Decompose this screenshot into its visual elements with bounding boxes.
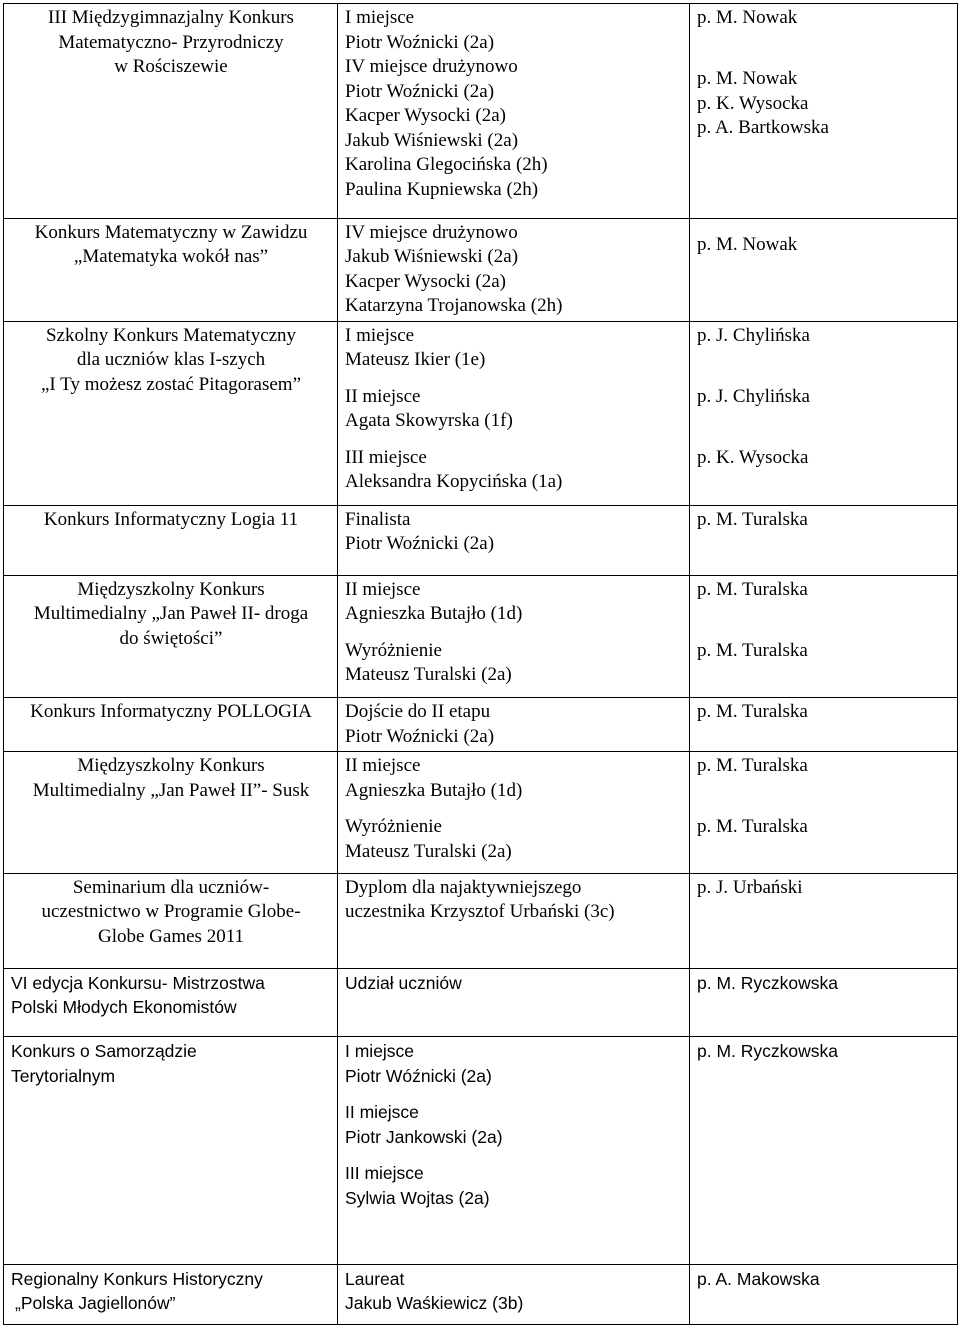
competition-line: Terytorialnym: [11, 1065, 116, 1086]
competition-line: Polski Młodych Ekonomistów: [11, 997, 237, 1018]
results-cell: [338, 1037, 690, 1265]
result-line: Jakub Wiśniewski (2a): [345, 129, 519, 151]
table-row: [4, 505, 958, 575]
results-cell: [338, 968, 690, 1036]
teacher-cell: [690, 698, 958, 752]
teacher-line: p. M. Nowak: [697, 68, 798, 89]
result-line: Dojście do II etapu: [345, 701, 491, 723]
result-line: II miejsce: [345, 755, 421, 777]
result-line: Wyróżnienie: [345, 816, 442, 838]
result-line: IV miejsce drużynowo: [345, 56, 518, 77]
result-line: Karolina Glegocińska (2h): [345, 154, 548, 175]
teacher-line: p. A. Bartkowska: [697, 117, 829, 138]
competition-line: Multimedialny „Jan Paweł II- droga: [33, 603, 309, 625]
competition-cell: [4, 218, 338, 321]
teacher-line: p. J. Chylińska: [697, 385, 810, 407]
competition-line: Międzyszkolny Konkurs: [77, 578, 265, 600]
competition-line: „I Ty możesz zostać Pitagorasem”: [41, 373, 301, 395]
teacher-line: p. J. Urbański: [697, 876, 803, 898]
result-line: Finalista: [345, 508, 411, 530]
teacher-line: p. M. Ryczkowska: [697, 972, 838, 993]
teacher-cell: [690, 752, 958, 873]
table-row: [4, 1264, 958, 1324]
competition-line: uczestnictwo w Programie Globe-: [41, 901, 301, 923]
teacher-cell: [690, 505, 958, 575]
competition-line: III Międzygimnazjalny Konkurs: [48, 7, 294, 28]
result-line: II miejsce: [345, 578, 421, 600]
result-line: Piotr Wóźnicki (2a): [345, 1065, 492, 1086]
competition-line: VI edycja Konkursu- Mistrzostwa: [11, 972, 265, 993]
result-line: Wyróżnienie: [345, 639, 442, 661]
teacher-cell: [690, 218, 958, 321]
results-cell: [338, 698, 690, 752]
result-line: Kacper Wysocki (2a): [345, 270, 506, 292]
table-row: [4, 575, 958, 697]
results-cell: [338, 321, 690, 505]
table-row: [4, 218, 958, 321]
results-cell: [338, 873, 690, 968]
competition-line: „Matematyka wokół nas”: [73, 246, 269, 268]
competition-cell: [4, 505, 338, 575]
competition-line: Konkurs Informatyczny Logia 11: [43, 508, 299, 530]
result-line: Agnieszka Butajło (1d): [345, 603, 523, 625]
competition-line: Międzyszkolny Konkurs: [77, 755, 265, 777]
competition-line: Regionalny Konkurs Historyczny: [11, 1268, 263, 1289]
result-line: II miejsce: [345, 1102, 419, 1123]
results-cell: [338, 752, 690, 873]
result-line: Piotr Woźnicki (2a): [345, 533, 495, 554]
result-line: Agata Skowyrska (1f): [345, 410, 513, 432]
result-line: Mateusz Ikier (1e): [345, 349, 486, 371]
result-line: IV miejsce drużynowo: [345, 221, 518, 243]
teacher-line: p. A. Makowska: [697, 1268, 820, 1289]
competition-line: do świętości”: [119, 627, 223, 649]
teacher-cell: [690, 575, 958, 697]
table-row: [4, 752, 958, 873]
results-cell: [338, 505, 690, 575]
teacher-line: p. J. Chylińska: [697, 324, 810, 346]
result-line: I miejsce: [345, 1041, 415, 1062]
teacher-line: p. M. Turalska: [697, 701, 808, 723]
teacher-cell: [690, 1037, 958, 1265]
result-line: Piotr Woźnicki (2a): [345, 80, 495, 102]
table-row: [4, 321, 958, 505]
teacher-cell: [690, 4, 958, 219]
teacher-line: p. M. Turalska: [697, 639, 808, 661]
result-line: Agnieszka Butajło (1d): [345, 779, 523, 801]
competition-line: Konkurs Informatyczny POLLOGIA: [30, 701, 312, 723]
result-line: Piotr Woźnicki (2a): [345, 31, 495, 53]
result-line: Laureat: [345, 1268, 405, 1289]
table-row: [4, 1037, 958, 1265]
results-cell: [338, 4, 690, 219]
result-line: Jakub Wiśniewski (2a): [345, 246, 519, 268]
competition-cell: [4, 321, 338, 505]
result-line: uczestnika Krzysztof Urbański (3c): [345, 901, 615, 923]
competition-cell: [4, 968, 338, 1036]
result-line: Piotr Woźnicki (2a): [345, 725, 495, 747]
result-line: I miejsce: [345, 7, 415, 28]
result-line: III miejsce: [345, 446, 427, 468]
result-line: Sylwia Wojtas (2a): [345, 1187, 490, 1208]
teacher-line: p. M. Nowak: [697, 7, 798, 28]
teacher-cell: [690, 873, 958, 968]
teacher-line: p. K. Wysocka: [697, 92, 809, 114]
table-row: [4, 968, 958, 1036]
competition-line: Globe Games 2011: [98, 925, 244, 947]
teacher-line: p. M. Turalska: [697, 578, 808, 600]
competition-line: dla uczniów klas I-szych: [76, 349, 266, 371]
teacher-cell: [690, 968, 958, 1036]
awards-table: [3, 3, 958, 1325]
teacher-line: p. M. Ryczkowska: [697, 1041, 838, 1062]
result-line: II miejsce: [345, 385, 421, 407]
teacher-line: p. K. Wysocka: [697, 446, 809, 468]
result-line: Dyplom dla najaktywniejszego: [345, 876, 582, 898]
competition-line: Konkurs o Samorządzie: [11, 1041, 197, 1062]
competition-line: Matematyczno- Przyrodniczy: [58, 31, 284, 53]
result-line: III miejsce: [345, 1163, 424, 1184]
results-cell: [338, 218, 690, 321]
competition-line: w Rościszewie: [114, 56, 228, 77]
competition-cell: [4, 873, 338, 968]
result-line: Paulina Kupniewska (2h): [345, 178, 539, 200]
results-cell: [338, 575, 690, 697]
result-line: Jakub Waśkiewicz (3b): [345, 1293, 524, 1314]
table-row: [4, 698, 958, 752]
competition-line: „Polska Jagiellonów”: [15, 1293, 176, 1314]
competition-cell: [4, 1037, 338, 1265]
results-cell: [338, 1264, 690, 1324]
competition-line: Szkolny Konkurs Matematyczny: [45, 324, 297, 346]
competition-cell: [4, 698, 338, 752]
teacher-cell: [690, 321, 958, 505]
result-line: Mateusz Turalski (2a): [345, 664, 512, 686]
teacher-line: p. M. Nowak: [697, 233, 798, 255]
result-line: Piotr Jankowski (2a): [345, 1126, 503, 1147]
competition-line: Multimedialny „Jan Paweł II”- Susk: [32, 779, 310, 801]
result-line: I miejsce: [345, 324, 415, 346]
competition-cell: [4, 1264, 338, 1324]
table-row: [4, 4, 958, 219]
result-line: Kacper Wysocki (2a): [345, 105, 506, 126]
competition-cell: [4, 575, 338, 697]
teacher-cell: [690, 1264, 958, 1324]
result-line: Udział uczniów: [345, 972, 462, 993]
table-row: [4, 873, 958, 968]
competition-line: Konkurs Matematyczny w Zawidzu: [34, 221, 308, 243]
competition-cell: [4, 752, 338, 873]
competition-cell: [4, 4, 338, 219]
competition-line: Seminarium dla uczniów-: [72, 876, 270, 898]
result-line: Katarzyna Trojanowska (2h): [345, 295, 563, 317]
result-line: Mateusz Turalski (2a): [345, 840, 512, 862]
teacher-line: p. M. Turalska: [697, 816, 808, 838]
teacher-line: p. M. Turalska: [697, 508, 808, 530]
result-line: Aleksandra Kopycińska (1a): [345, 471, 563, 493]
teacher-line: p. M. Turalska: [697, 755, 808, 777]
